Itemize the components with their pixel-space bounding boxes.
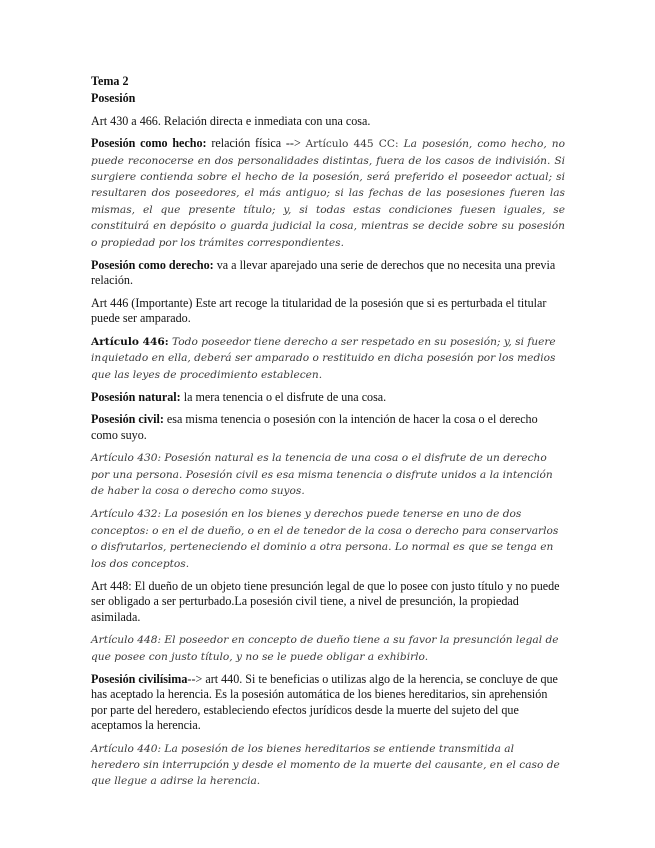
- doc-heading: Posesión: [91, 91, 136, 106]
- art-448-note: Art 448: El dueño de un objeto tiene presunción legal de que lo posee con justo título y no puede ser obligado a ser perturbado.La posesión civil tiene, a nivel de presunción, la propiedad asimilada.: [91, 578, 560, 624]
- posesion-hecho-paragraph: [91, 136, 565, 251]
- articulo-446-label: Artículo 446:: [91, 335, 169, 348]
- posesion-derecho-text: va a llevar aparejado una serie de derechos que no necesita una previa relación.: [91, 258, 556, 288]
- posesion-derecho-paragraph: [91, 258, 565, 289]
- articulo-446-paragraph: [91, 334, 565, 383]
- doc-title: Tema 2: [91, 74, 129, 88]
- art-446-note: Art 446 (Importante) Este art recoge la titularidad de la posesión que si es perturbada el titular puede ser amparado.: [91, 295, 547, 326]
- posesion-natural-paragraph: [91, 390, 565, 405]
- posesion-natural-label: Posesión natural:: [91, 389, 181, 404]
- posesion-civil-paragraph: [91, 412, 565, 443]
- articulo-430-paragraph: Artículo 430: Posesión natural es la tenencia de una cosa o el disfrute de un derecho por una persona. Posesión civil es esa misma tenencia o disfrute unidos a la intención de haber la cosa o derecho como suyos.: [91, 452, 553, 497]
- articulo-440-paragraph: Artículo 440: La posesión de los bienes hereditarios se entiende transmitida al heredero sin interrupción y desde el momento de la muerte del causante, en el caso de que llegue a adirse la herencia.: [91, 742, 560, 788]
- posesion-natural-text: la mera tenencia o el disfrute de una cosa.: [180, 389, 387, 404]
- posesion-derecho-label: Posesión como derecho:: [91, 258, 214, 273]
- posesion-civilisima-paragraph: [91, 672, 565, 734]
- posesion-hecho-label: Posesión como hecho:: [91, 136, 207, 151]
- articulo-445-ref: Artículo 445 CC:: [305, 138, 404, 151]
- articulo-432-paragraph: Artículo 432: La posesión en los bienes y derechos puede tenerse en uno de dos conceptos: o en el de dueño, o en el de tenedor de la cosa o derecho para conservarlos o disfrutarlos, perteneciendo el dominio a otra persona. Lo normal es que se tenga en los dos conceptos.: [91, 508, 559, 570]
- posesion-civilisima-label: Posesión civilísima: [91, 672, 188, 686]
- posesion-civil-label: Posesión civil:: [91, 412, 164, 427]
- posesion-civilisima-text: --> art 440. Si te beneficias o utilizas algo de la herencia, se concluye de que has aceptado la herencia. Es la posesión automática de los bienes hereditarios, sin aprehensión por parte del heredero, estableciendo efectos jurídicos desde la muerte del sujeto del que aceptamos la herencia.: [91, 672, 558, 733]
- intro-paragraph: Art 430 a 466. Relación directa e inmediata con una cosa.: [91, 113, 371, 128]
- posesion-hecho-text: relación física -->: [206, 136, 306, 151]
- articulo-446-quote: Todo poseedor tiene derecho a ser respetado en su posesión; y, si fuere inquietado en ella, deberá ser amparado o restituido en dicha posesión por los medios que las leyes de procedimiento establecen.: [91, 335, 556, 381]
- articulo-448-paragraph: Artículo 448: El poseedor en concepto de dueño tiene a su favor la presunción legal de que posee con justo título, y no se le puede obligar a exhibirlo.: [91, 634, 559, 663]
- document-page: [91, 74, 565, 797]
- posesion-civil-text: esa misma tenencia o posesión con la intención de hacer la cosa o el derecho como suyo.: [91, 412, 538, 442]
- articulo-445-quote: La posesión, como hecho, no puede reconocerse en dos personalidades distintas, fuera de los casos de indivisión. Si surgiere contienda sobre el hecho de la posesión, será preferido el poseedor actual; si resultaren dos poseedores, el más antiguo; si las fechas de las posesiones fueren las mismas, el que presente título; y, si todas estas condiciones fuesen iguales, se constituirá en depósito o guarda judicial la cosa, mientras se decide sobre su posesión o propiedad por los trámites correspondientes.: [91, 138, 565, 249]
